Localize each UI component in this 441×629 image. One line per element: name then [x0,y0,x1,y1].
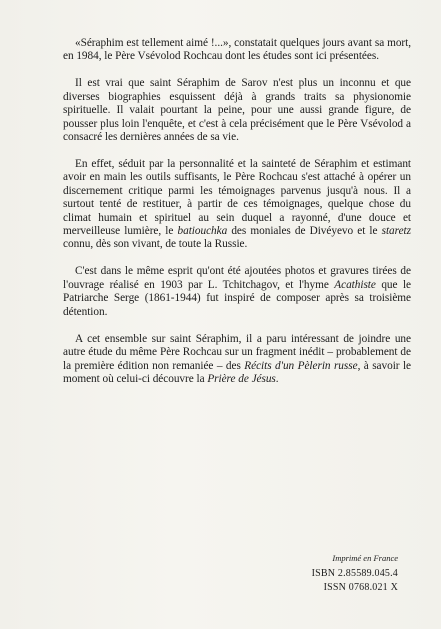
italic-phrase: Récits d'un Pèlerin russe [244,359,358,372]
italic-phrase: batiouchka [177,225,228,238]
blurb-text [63,37,411,400]
text-run: connu, dès son vivant, de toute la Russie. [63,238,248,251]
paragraph-1 [63,37,411,64]
issn-number: ISSN 0768.021 X [323,582,398,593]
text-run: C'est dans le même esprit qu'ont été ajoutées photos et gravures tirées de l'ouvrage réalisé en 1903 par L. Tchitchagov, et l'hyme [63,265,411,291]
paragraph-3 [63,158,411,252]
text-run: que le Patriarche Serge (1861-1944) fut inspiré de composer après sa troisième détention. [63,278,412,318]
paragraph-4 [63,265,411,319]
text-run: Il est vrai que saint Séraphim de Sarov n'est plus un inconnu et que diverses biographies esquissent déjà à grands traits sa physionomie spirituelle. Il valait pourtant la peine, pour une aussi grande figure, de pousser plus loin l'enquête, et c'est à cela précisément que le Père Vsévolod a consacré les dernières années de sa vie. [63,77,411,144]
colophon [312,553,398,595]
text-run: des moniales de Divéyevo et le [227,225,382,238]
text-run: , à savoir le moment où celui-ci découvre la [63,359,411,385]
italic-phrase: Acathiste [334,278,376,291]
italic-phrase: Prière de Jésus [207,372,276,385]
paragraph-5 [63,333,411,387]
text-run: . [275,372,279,385]
isbn-number: ISBN 2.85589.045.4 [311,568,398,579]
text-run: «Séraphim est tellement aimé !...», constatait quelques jours avant sa mort, en 1984, le Père Vsévolod Rochcau dont les études sont ici présentées. [63,37,411,63]
text-run: En effet, séduit par la personnalité et la sainteté de Séraphim et estimant avoir en main les outils suffisants, le Père Rochcau s'est attaché à opérer un discernement critique parmi les témoignages parvenus jusqu'à nous. Il a surtout tenté de restituer, à partir de ces témoignages, quelque chose du climat humain et spirituel au sein duquel a rayonné, d'une douce et merveilleuse lumière, le [63,158,411,238]
paragraph-2 [63,77,411,144]
text-run: A cet ensemble sur saint Séraphim, il a paru intéressant de joindre une autre étude du même Père Rochcau sur un fragment inédit – probablement de la première édition non remaniée – des [63,332,411,372]
italic-phrase: staretz [381,225,411,238]
printed-in-label: Imprimé en France [332,553,398,563]
